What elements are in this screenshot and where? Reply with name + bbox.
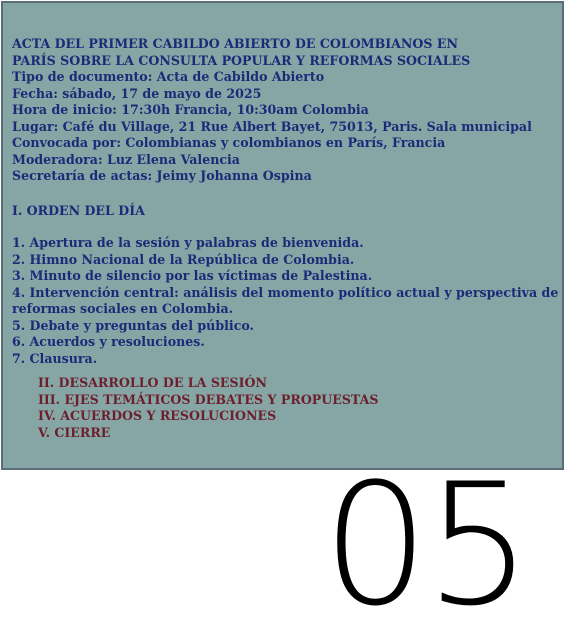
section-heading: V. CIERRE bbox=[38, 424, 111, 440]
agenda-item: 1. Apertura de la sesión y palabras de bienvenida. bbox=[12, 235, 364, 250]
minutes-secretary: Secretaría de actas: Jeimy Johanna Ospina bbox=[12, 168, 312, 183]
agenda-heading: I. ORDEN DEL DÍA bbox=[12, 203, 145, 218]
document-title-line-2: PARÍS SOBRE LA CONSULTA POPULAR Y REFORMAS SOCIALES bbox=[12, 52, 471, 68]
start-time: Hora de inicio: 17:30h Francia, 10:30am Colombia bbox=[12, 102, 369, 117]
agenda-item: 5. Debate y preguntas del público. bbox=[12, 317, 254, 333]
document-card bbox=[1, 1, 564, 470]
section-heading: IV. ACUERDOS Y RESOLUCIONES bbox=[38, 408, 277, 423]
page-number: 05 bbox=[322, 447, 528, 643]
section-list bbox=[38, 375, 378, 441]
moderator: Moderadora: Luz Elena Valencia bbox=[12, 151, 240, 167]
document-type: Tipo de documento: Acta de Cabildo Abierto bbox=[12, 69, 325, 84]
agenda-item: 2. Himno Nacional de la República de Colombia. bbox=[12, 251, 355, 267]
venue: Lugar: Café du Village, 21 Rue Albert Bayet, 75013, Paris. Sala municipal bbox=[12, 118, 532, 134]
document-header bbox=[12, 36, 532, 185]
convened-by: Convocada por: Colombianas y colombianos en París, Francia bbox=[12, 135, 446, 150]
agenda-item: 3. Minuto de silencio por las víctimas de Palestina. bbox=[12, 268, 373, 283]
agenda-item: 4. Intervención central: análisis del momento político actual y perspectiva de bbox=[12, 284, 559, 300]
agenda-list bbox=[12, 235, 558, 367]
agenda-item: 7. Clausura. bbox=[12, 350, 98, 366]
agenda-item-continuation: reformas sociales en Colombia. bbox=[12, 301, 234, 316]
document-title-line-1: ACTA DEL PRIMER CABILDO ABIERTO DE COLOMBIANOS EN bbox=[12, 36, 458, 51]
document-date: Fecha: sábado, 17 de mayo de 2025 bbox=[12, 85, 262, 101]
agenda-item: 6. Acuerdos y resoluciones. bbox=[12, 334, 205, 349]
section-heading: II. DESARROLLO DE LA SESIÓN bbox=[38, 375, 267, 390]
section-heading: III. EJES TEMÁTICOS DEBATES Y PROPUESTAS bbox=[38, 391, 379, 407]
